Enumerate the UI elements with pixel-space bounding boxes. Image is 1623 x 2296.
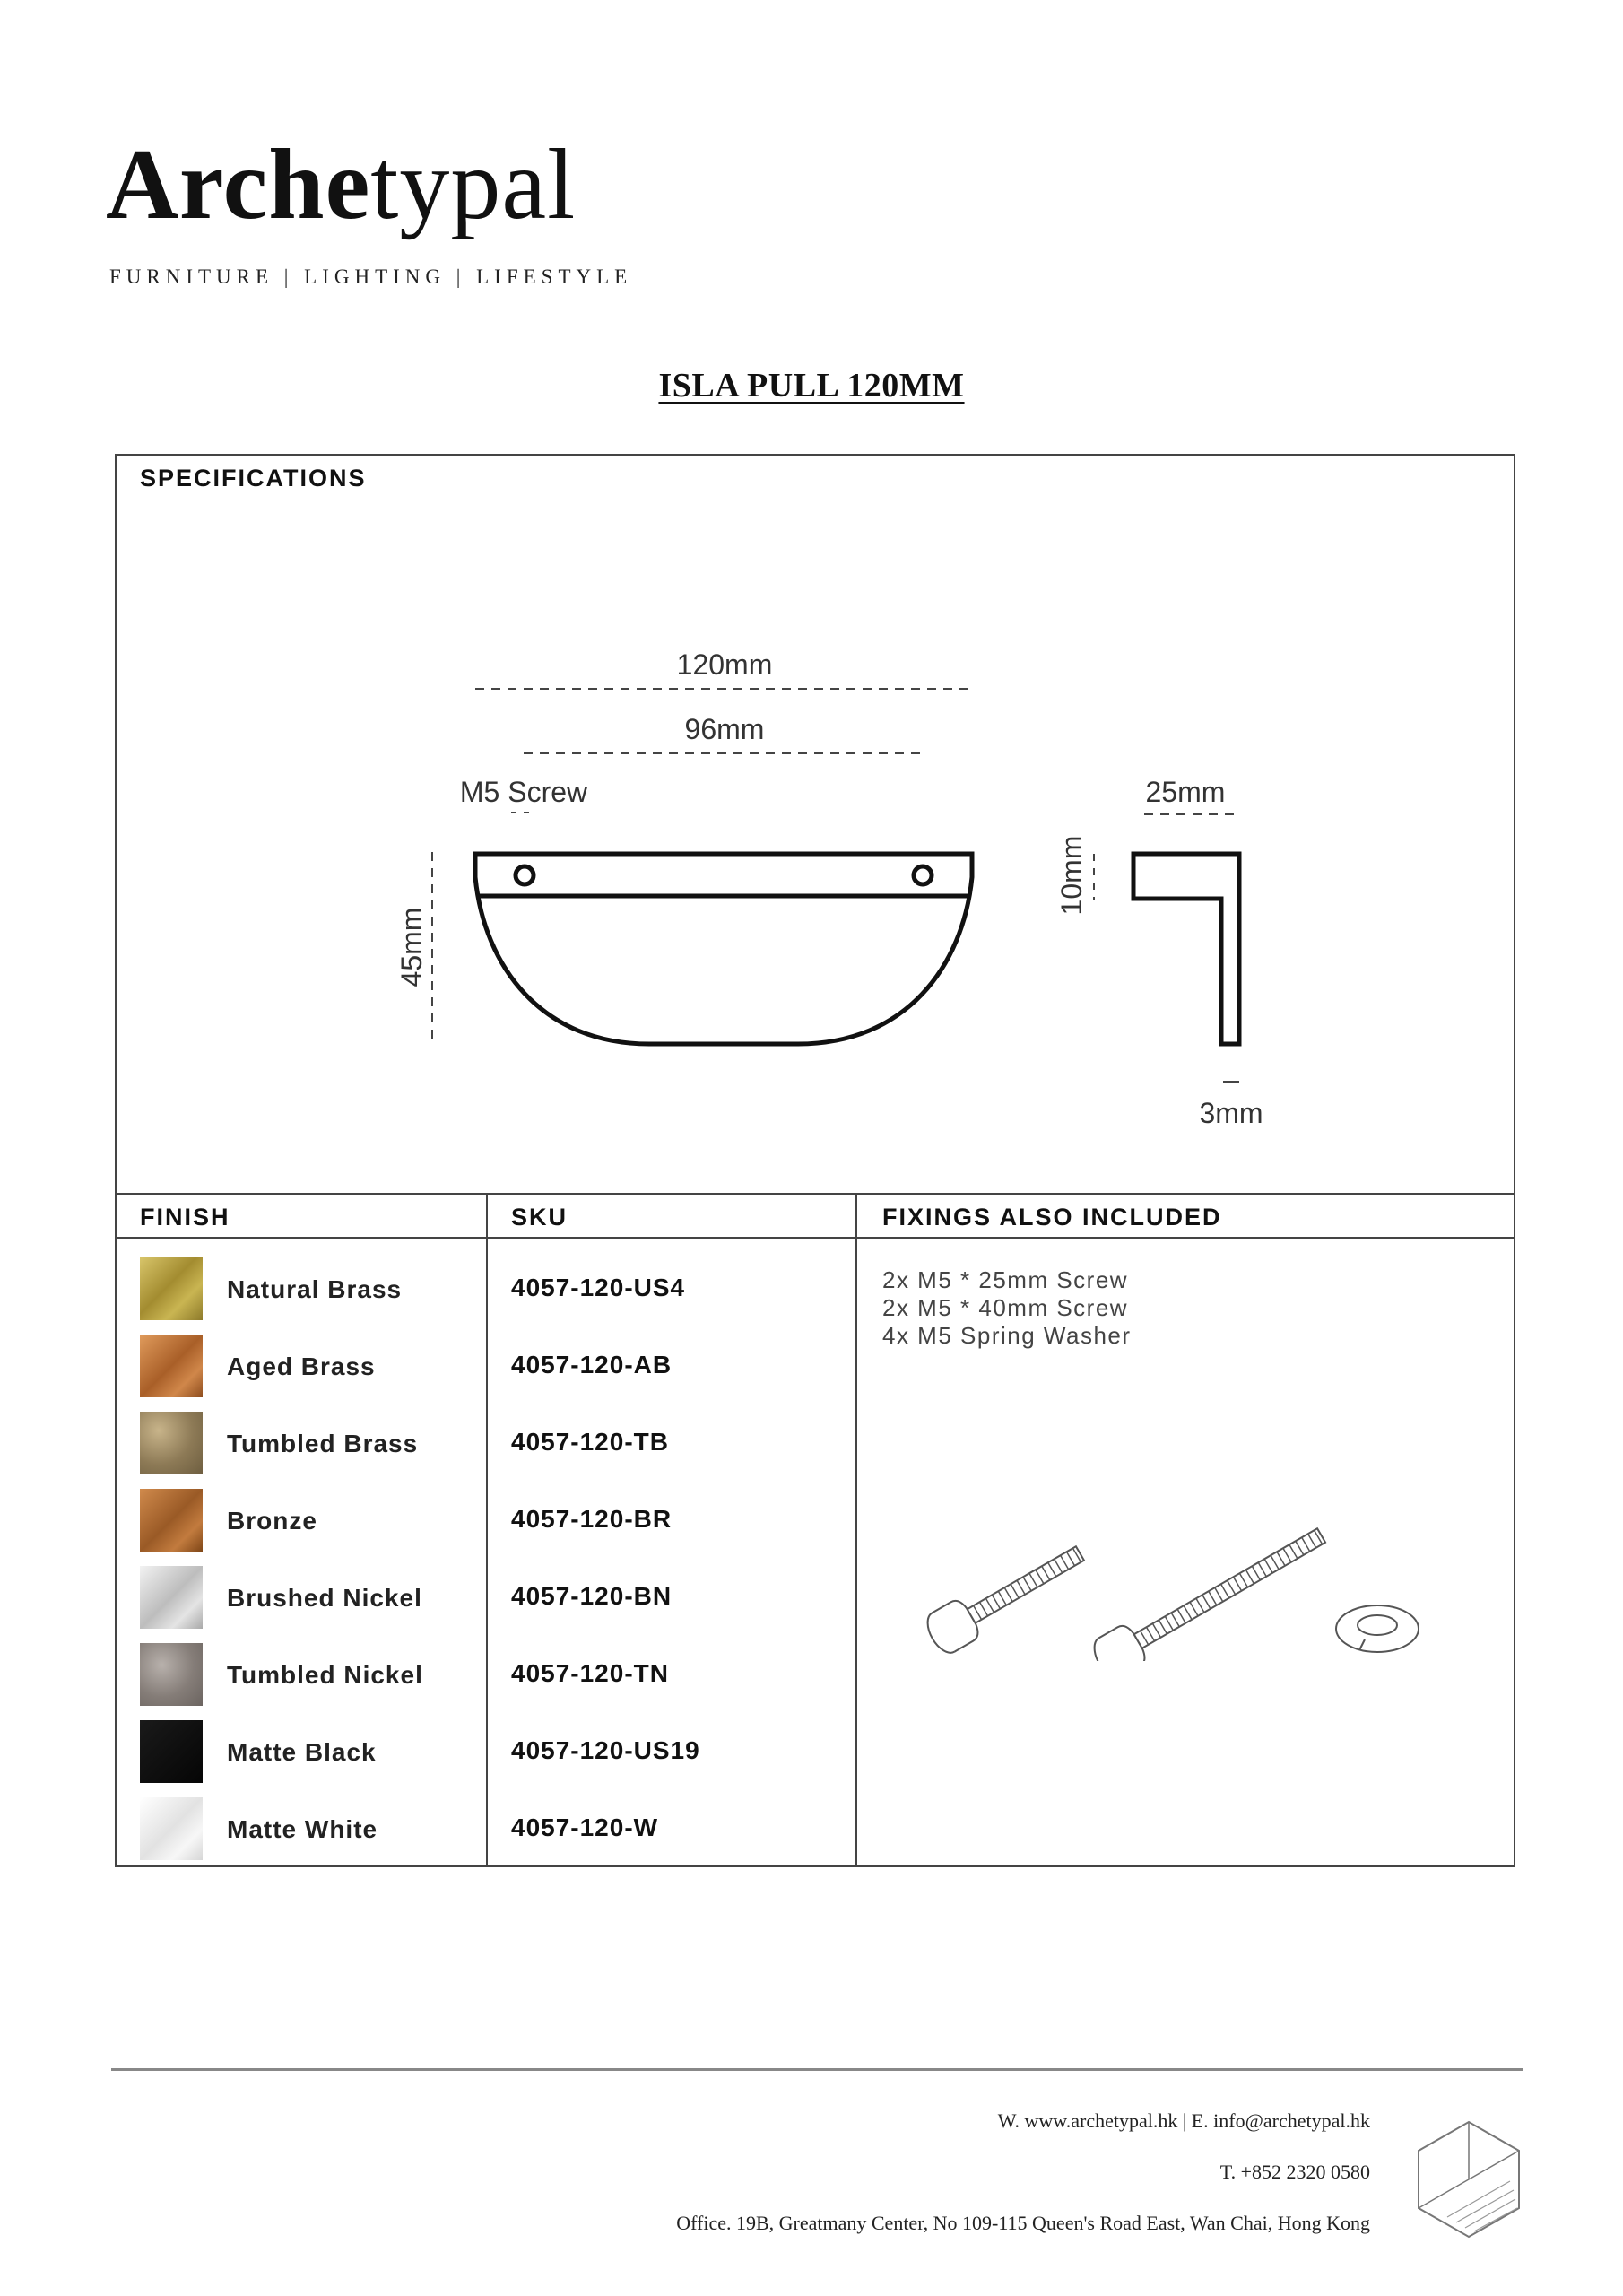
footer-phone: T. +852 2320 0580	[1219, 2161, 1370, 2183]
sku-value: 4057-120-TB	[511, 1428, 669, 1456]
finish-row	[117, 1252, 484, 1324]
finish-swatch-tumbled-brass	[140, 1412, 203, 1474]
spring-washer-icon	[1336, 1605, 1419, 1652]
finish-row	[117, 1638, 484, 1709]
finish-row	[117, 1715, 484, 1787]
hexagon-logo-icon	[1411, 2118, 1528, 2244]
finish-swatch-bronze	[140, 1489, 203, 1552]
screw-40mm-icon	[1088, 1516, 1332, 1661]
dim-hole-spacing-label: 96mm	[684, 713, 765, 745]
dim-height-label: 45mm	[395, 907, 428, 987]
finish-swatch-matte-black	[140, 1720, 203, 1783]
finish-row	[117, 1561, 484, 1632]
pull-outline	[475, 854, 972, 1044]
dim-lip-label: 10mm	[1055, 835, 1088, 916]
screw-hole-right	[914, 866, 932, 884]
sku-value: 4057-120-BN	[511, 1582, 673, 1610]
brand-logo	[106, 129, 577, 240]
finish-column-header: FINISH	[140, 1204, 230, 1231]
finish-row	[117, 1483, 484, 1555]
dim-depth-label: 25mm	[1145, 776, 1226, 808]
pull-side-profile	[1133, 854, 1239, 1044]
finish-name: Brushed Nickel	[227, 1584, 422, 1612]
finish-swatch-brushed-nickel	[140, 1566, 203, 1629]
screw-hole-left	[516, 866, 534, 884]
footer-rule	[111, 2068, 1523, 2071]
footer-office-address: Office. 19B, Greatmany Center, No 109-115 Queen's Road East, Wan Chai, Hong Kong	[676, 2212, 1370, 2234]
sku-value: 4057-120-US19	[511, 1736, 700, 1764]
brand-tagline: FURNITURE | LIGHTING | LIFESTYLE	[109, 265, 633, 288]
finish-row	[117, 1792, 484, 1864]
fixing-item: 2x M5 * 40mm Screw	[882, 1294, 1129, 1321]
fixing-item: 2x M5 * 25mm Screw	[882, 1266, 1129, 1293]
finish-name: Aged Brass	[227, 1352, 376, 1380]
finish-row	[117, 1329, 484, 1401]
specifications-panel	[115, 454, 1515, 1193]
dimension-drawing	[117, 456, 1517, 1195]
finish-name: Matte White	[227, 1815, 378, 1843]
specifications-heading: SPECIFICATIONS	[140, 465, 367, 491]
screw-25mm-icon	[921, 1534, 1091, 1657]
column-divider-1	[486, 1195, 488, 1866]
finish-name: Natural Brass	[227, 1275, 403, 1303]
finish-swatch-matte-white	[140, 1797, 203, 1860]
finish-row	[117, 1406, 484, 1478]
sku-column-header: SKU	[511, 1204, 568, 1231]
sku-value: 4057-120-AB	[511, 1351, 673, 1378]
finish-name: Bronze	[227, 1507, 317, 1535]
fixings-column-header: FIXINGS ALSO INCLUDED	[882, 1204, 1222, 1231]
finish-name: Matte Black	[227, 1738, 377, 1766]
finish-swatch-natural-brass	[140, 1257, 203, 1320]
finish-swatch-aged-brass	[140, 1335, 203, 1397]
fixing-item: 4x M5 Spring Washer	[882, 1322, 1132, 1349]
finish-sku-table	[115, 1193, 1515, 1867]
sku-value: 4057-120-W	[511, 1813, 659, 1841]
finish-swatch-tumbled-nickel	[140, 1643, 203, 1706]
brand-name-light: typal	[370, 129, 577, 240]
finish-name: Tumbled Brass	[227, 1430, 419, 1457]
column-divider-2	[855, 1195, 857, 1866]
dim-length-label: 120mm	[676, 648, 773, 681]
dim-screw-label: M5 Screw	[459, 776, 588, 808]
sku-value: 4057-120-BR	[511, 1505, 673, 1533]
footer-contact-web-email: W. www.archetypal.hk | E. info@archetypal.hk	[997, 2109, 1370, 2132]
header-divider	[117, 1237, 1514, 1239]
brand-name-bold: Arche	[106, 129, 371, 240]
dim-thickness-label: 3mm	[1199, 1097, 1263, 1129]
product-title: ISLA PULL 120MM	[658, 367, 965, 404]
pull-front-view	[475, 854, 972, 1044]
fixings-illustration	[861, 1392, 1488, 1661]
finish-name: Tumbled Nickel	[227, 1661, 423, 1689]
sku-value: 4057-120-US4	[511, 1274, 686, 1301]
sku-value: 4057-120-TN	[511, 1659, 669, 1687]
